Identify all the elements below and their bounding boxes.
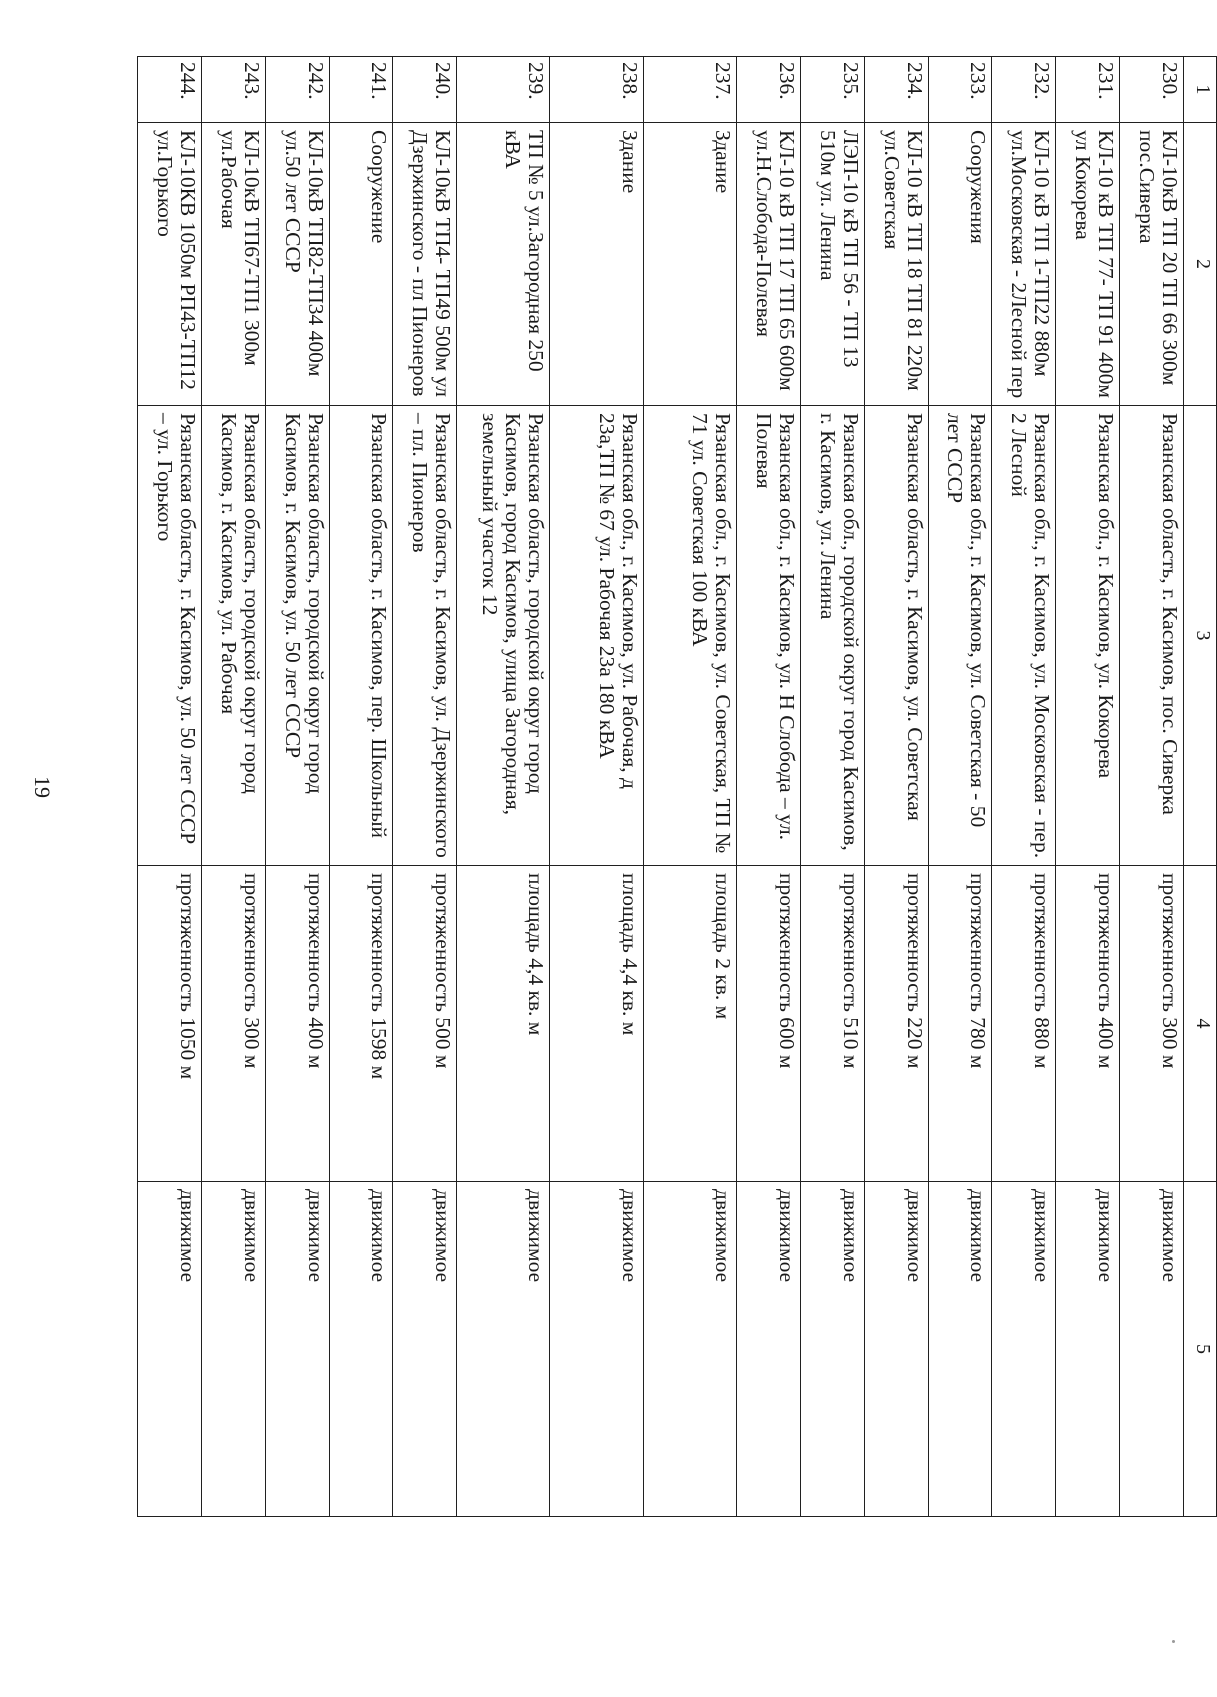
row-number-cell: 231. bbox=[1056, 57, 1120, 123]
row-number-cell: 235. bbox=[800, 57, 864, 123]
row-number-cell: 244. bbox=[138, 57, 202, 123]
property-type-cell: движимое bbox=[201, 1182, 265, 1517]
characteristic-cell: протяженность 510 м bbox=[800, 866, 864, 1182]
object-name-cell: Здание bbox=[643, 123, 736, 406]
object-name-cell: КЛ-10 кВ ТП 17 ТП 65 600м ул.Н.Слобода-Полевая bbox=[737, 123, 801, 406]
characteristic-cell: протяженность 500 м bbox=[393, 866, 457, 1182]
object-name-cell: КЛ-10кВ ТП4- ТП49 500м ул Дзержинского - пл Пионеров bbox=[393, 123, 457, 406]
property-type-cell: движимое bbox=[643, 1182, 736, 1517]
property-type-cell: движимое bbox=[928, 1182, 992, 1517]
table-row bbox=[265, 57, 329, 1517]
header-cell-5: 5 bbox=[1183, 1182, 1216, 1517]
property-type-cell: движимое bbox=[1056, 1182, 1120, 1517]
characteristic-cell: протяженность 1050 м bbox=[138, 866, 202, 1182]
address-cell: Рязанская обл., г. Касимов, ул. Кокорева bbox=[1056, 406, 1120, 866]
property-type-cell: движимое bbox=[393, 1182, 457, 1517]
header-row bbox=[1183, 57, 1216, 1517]
row-number-cell: 242. bbox=[265, 57, 329, 123]
address-cell: Рязанская область, г. Касимов, пос. Сиверка bbox=[1120, 406, 1184, 866]
address-cell: Рязанская обл., г. Касимов, ул. Советская - 50 лет СССР bbox=[928, 406, 992, 866]
address-cell: Рязанская область, г. Касимов, пер. Школьный bbox=[329, 406, 393, 866]
property-type-cell: движимое bbox=[329, 1182, 393, 1517]
property-type-cell: движимое bbox=[737, 1182, 801, 1517]
header-cell-3: 3 bbox=[1183, 406, 1216, 866]
characteristic-cell: протяженность 1598 м bbox=[329, 866, 393, 1182]
table-row bbox=[201, 57, 265, 1517]
address-cell: Рязанская область, г. Касимов, ул. Дзержинского – пл. Пионеров bbox=[393, 406, 457, 866]
row-number-cell: 237. bbox=[643, 57, 736, 123]
address-cell: Рязанская область, городской округ город Касимов, г. Касимов, ул. 50 лет СССР bbox=[265, 406, 329, 866]
table-row bbox=[928, 57, 992, 1517]
table-row bbox=[737, 57, 801, 1517]
characteristic-cell: протяженность 300 м bbox=[201, 866, 265, 1182]
property-type-cell: движимое bbox=[1120, 1182, 1184, 1517]
table-row bbox=[138, 57, 202, 1517]
table-row bbox=[329, 57, 393, 1517]
characteristic-cell: протяженность 880 м bbox=[992, 866, 1056, 1182]
characteristic-cell: протяженность 780 м bbox=[928, 866, 992, 1182]
row-number-cell: 241. bbox=[329, 57, 393, 123]
characteristic-cell: протяженность 300 м bbox=[1120, 866, 1184, 1182]
address-cell: Рязанская область, г. Касимов, ул. 50 лет СССР – ул. Горького bbox=[138, 406, 202, 866]
object-name-cell: Здание bbox=[550, 123, 643, 406]
table-row bbox=[457, 57, 550, 1517]
object-name-cell: КЛ-10 кВ ТП 18 ТП 81 220м ул.Советская bbox=[864, 123, 928, 406]
row-number-cell: 232. bbox=[992, 57, 1056, 123]
object-name-cell: КЛ-10КВ 1050м РП43-ТП12 ул.Горького bbox=[138, 123, 202, 406]
table-row bbox=[643, 57, 736, 1517]
address-cell: Рязанская обл., г. Касимов, ул. Советская, ТП № 71 ул. Советская 100 кВА bbox=[643, 406, 736, 866]
table-row bbox=[864, 57, 928, 1517]
header-cell-2: 2 bbox=[1183, 123, 1216, 406]
property-type-cell: движимое bbox=[265, 1182, 329, 1517]
table-row bbox=[393, 57, 457, 1517]
table-row bbox=[800, 57, 864, 1517]
row-number-cell: 238. bbox=[550, 57, 643, 123]
object-name-cell: КЛ-10кВ ТП 20 ТП 66 300м пос.Сиверка bbox=[1120, 123, 1184, 406]
characteristic-cell: протяженность 600 м bbox=[737, 866, 801, 1182]
object-name-cell: КЛ-10 кВ ТП 77- ТП 91 400м ул Кокорева bbox=[1056, 123, 1120, 406]
object-name-cell: ТП № 5 ул.Загородная 250 кВА bbox=[457, 123, 550, 406]
table-row bbox=[550, 57, 643, 1517]
table-row bbox=[1120, 57, 1184, 1517]
characteristic-cell: площадь 2 кв. м bbox=[643, 866, 736, 1182]
table-body bbox=[138, 57, 1217, 1517]
property-registry-table bbox=[137, 56, 1217, 1517]
object-name-cell: КЛ-10 кВ ТП 1-ТП22 880м ул.Московская - 2Лесной пер bbox=[992, 123, 1056, 406]
property-type-cell: движимое bbox=[992, 1182, 1056, 1517]
characteristic-cell: протяженность 400 м bbox=[1056, 866, 1120, 1182]
header-cell-1: 1 bbox=[1183, 57, 1216, 123]
address-cell: Рязанская область, г. Касимов, ул. Советская bbox=[864, 406, 928, 866]
row-number-cell: 230. bbox=[1120, 57, 1184, 123]
row-number-cell: 236. bbox=[737, 57, 801, 123]
page-number: 19 bbox=[30, 776, 55, 798]
characteristic-cell: площадь 4,4 кв. м bbox=[457, 866, 550, 1182]
address-cell: Рязанская обл., г. Касимов, ул. Рабочая, д 23а,ТП № 67 ул. Рабочая 23а 180 кВА bbox=[550, 406, 643, 866]
row-number-cell: 233. bbox=[928, 57, 992, 123]
characteristic-cell: площадь 4,4 кв. м bbox=[550, 866, 643, 1182]
object-name-cell: Сооружение bbox=[329, 123, 393, 406]
table-row bbox=[992, 57, 1056, 1517]
address-cell: Рязанская область, городской округ город Касимов, г. Касимов, ул. Рабочая bbox=[201, 406, 265, 866]
object-name-cell: КЛ-10кВ ТП82-ТП34 400м ул.50 лет СССР bbox=[265, 123, 329, 406]
row-number-cell: 234. bbox=[864, 57, 928, 123]
rotated-table-container bbox=[137, 56, 1217, 1516]
characteristic-cell: протяженность 400 м bbox=[265, 866, 329, 1182]
object-name-cell: ЛЭП-10 кВ ТП 56 - ТП 13 510м ул. Ленина bbox=[800, 123, 864, 406]
property-type-cell: движимое bbox=[457, 1182, 550, 1517]
property-type-cell: движимое bbox=[138, 1182, 202, 1517]
object-name-cell: Сооружения bbox=[928, 123, 992, 406]
address-cell: Рязанская область, городской округ город Касимов, город Касимов, улица Загородная, земельный участок 12 bbox=[457, 406, 550, 866]
scan-dot bbox=[1172, 1640, 1175, 1643]
table-row bbox=[1056, 57, 1120, 1517]
address-cell: Рязанская обл., городской округ город Касимов, г. Касимов, ул. Ленина bbox=[800, 406, 864, 866]
property-type-cell: движимое bbox=[550, 1182, 643, 1517]
row-number-cell: 239. bbox=[457, 57, 550, 123]
object-name-cell: КЛ-10кВ ТП67-ТП1 300м ул.Рабочая bbox=[201, 123, 265, 406]
header-cell-4: 4 bbox=[1183, 866, 1216, 1182]
row-number-cell: 240. bbox=[393, 57, 457, 123]
address-cell: Рязанская обл., г. Касимов, ул. Н Слобода – ул. Полевая bbox=[737, 406, 801, 866]
address-cell: Рязанская обл., г. Касимов, ул. Московская - пер. 2 Лесной bbox=[992, 406, 1056, 866]
row-number-cell: 243. bbox=[201, 57, 265, 123]
property-type-cell: движимое bbox=[800, 1182, 864, 1517]
property-type-cell: движимое bbox=[864, 1182, 928, 1517]
characteristic-cell: протяженность 220 м bbox=[864, 866, 928, 1182]
